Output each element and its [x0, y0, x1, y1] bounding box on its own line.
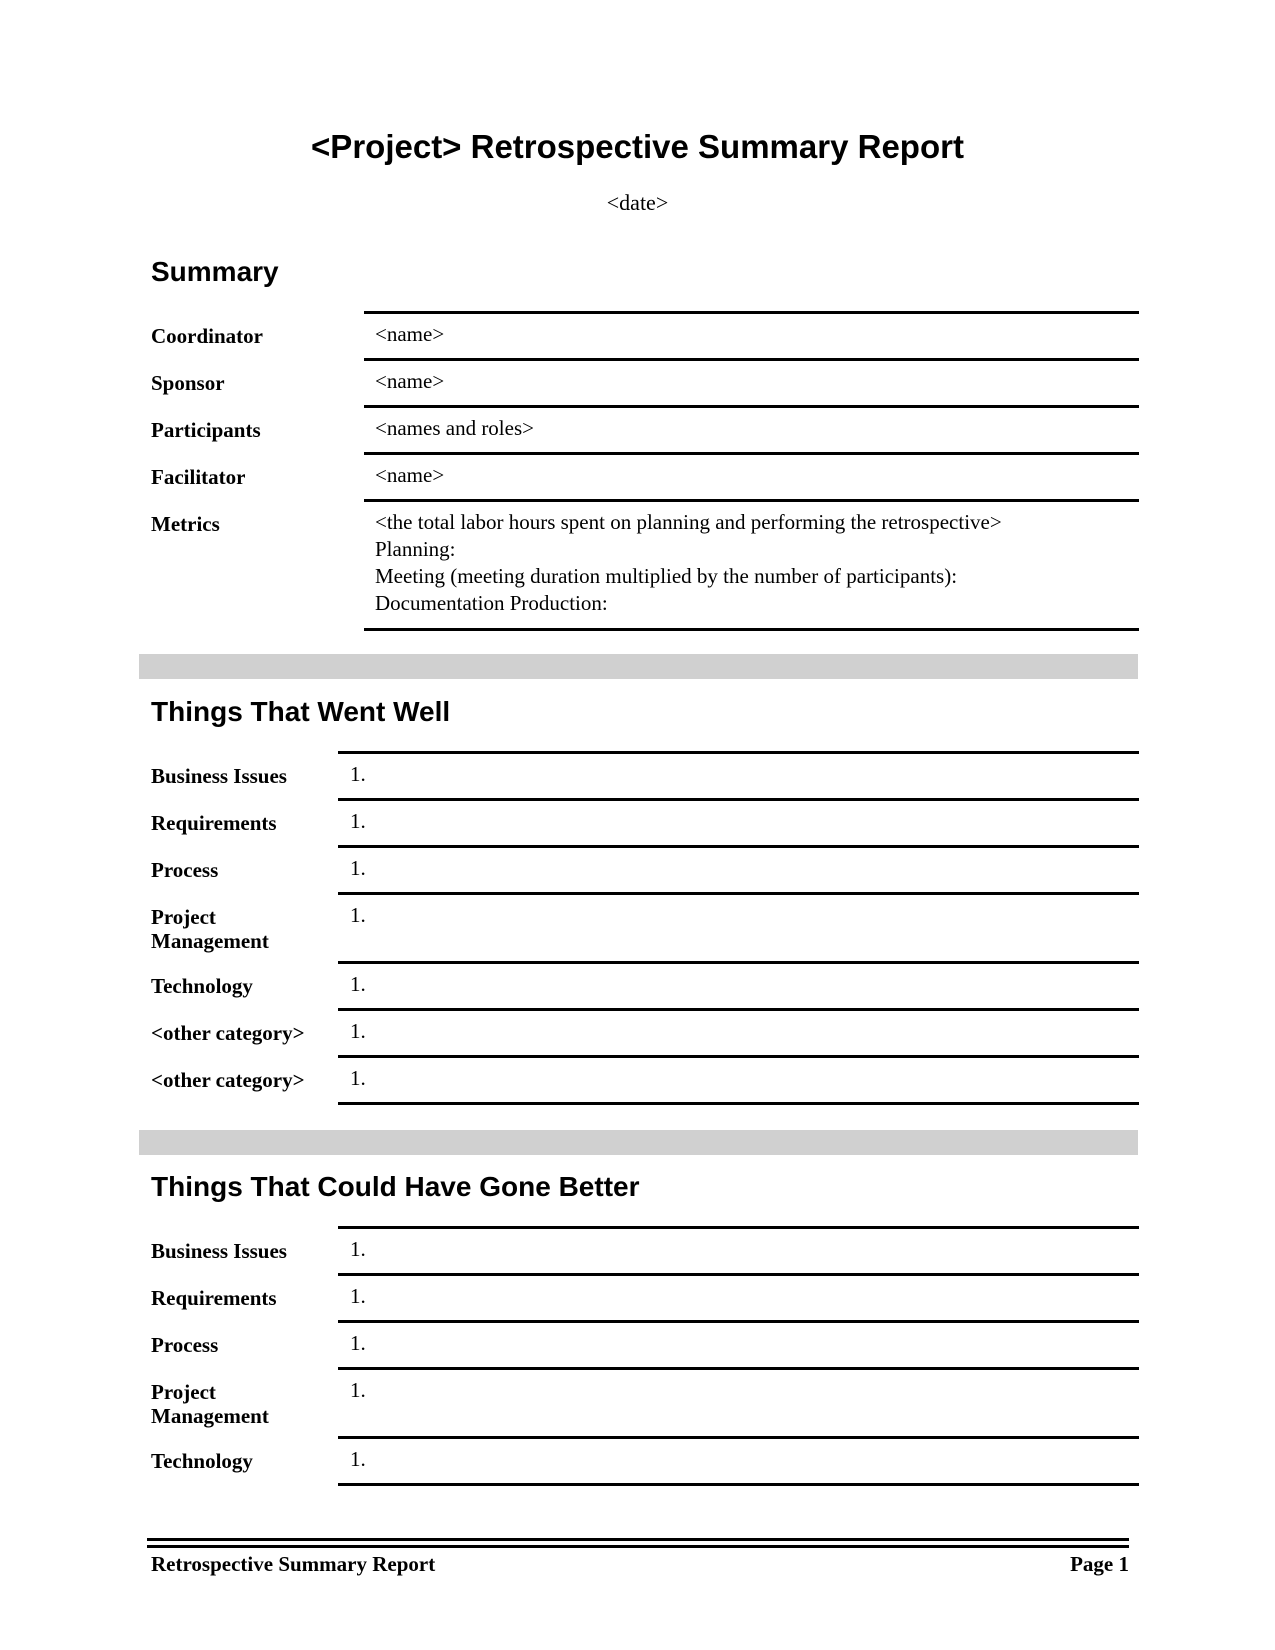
- summary-heading: Summary: [151, 256, 279, 287]
- summary-rule: [364, 311, 1139, 314]
- summary-label-participants: Participants: [151, 418, 261, 442]
- metrics-line-meeting: Meeting (meeting duration multiplied by the number of participants):: [375, 564, 958, 588]
- went-well-rule: [338, 1102, 1139, 1105]
- summary-value-coordinator: <name>: [375, 322, 445, 346]
- summary-rule: [364, 452, 1139, 455]
- could-be-better-value-business-issues: 1.: [350, 1237, 366, 1261]
- summary-rule: [364, 358, 1139, 361]
- summary-value-sponsor: <name>: [375, 369, 445, 393]
- summary-value-facilitator: <name>: [375, 463, 445, 487]
- label-line: Project: [151, 905, 216, 929]
- metrics-line-total-hours: <the total labor hours spent on planning and performing the retrospective>: [375, 510, 1002, 534]
- went-well-label-other-category: <other category>: [151, 1068, 305, 1092]
- could-be-better-label-process: Process: [151, 1333, 219, 1357]
- went-well-value-business-issues: 1.: [350, 762, 366, 786]
- summary-rule: [364, 499, 1139, 502]
- footer-page-number: Page 1: [1070, 1552, 1129, 1576]
- went-well-value-requirements: 1.: [350, 809, 366, 833]
- could-be-better-rule: [338, 1436, 1139, 1439]
- went-well-label-other-category: <other category>: [151, 1021, 305, 1045]
- footer-rule: [147, 1545, 1129, 1548]
- summary-value-participants: <names and roles>: [375, 416, 534, 440]
- went-well-label-process: Process: [151, 858, 219, 882]
- went-well-value-other-category: 1.: [350, 1019, 366, 1043]
- went-well-label-requirements: Requirements: [151, 811, 277, 835]
- could-be-better-heading: Things That Could Have Gone Better: [151, 1171, 640, 1202]
- could-be-better-value-process: 1.: [350, 1331, 366, 1355]
- could-be-better-value-requirements: 1.: [350, 1284, 366, 1308]
- went-well-rule: [338, 961, 1139, 964]
- went-well-value-process: 1.: [350, 856, 366, 880]
- went-well-value-technology: 1.: [350, 972, 366, 996]
- footer-rule: [147, 1538, 1129, 1541]
- could-be-better-rule: [338, 1320, 1139, 1323]
- summary-label-facilitator: Facilitator: [151, 465, 246, 489]
- summary-rule: [364, 405, 1139, 408]
- document-date: <date>: [606, 190, 669, 215]
- metrics-line-documentation: Documentation Production:: [375, 591, 608, 615]
- label-line: Project: [151, 1380, 216, 1404]
- went-well-rule: [338, 751, 1139, 754]
- could-be-better-rule: [338, 1483, 1139, 1486]
- summary-rule: [364, 628, 1139, 631]
- label-line: Management: [151, 1404, 269, 1428]
- could-be-better-label-requirements: Requirements: [151, 1286, 277, 1310]
- went-well-rule: [338, 798, 1139, 801]
- document-title: <Project> Retrospective Summary Report: [311, 128, 964, 165]
- went-well-heading: Things That Went Well: [151, 696, 451, 727]
- summary-label-metrics: Metrics: [151, 512, 220, 536]
- could-be-better-rule: [338, 1273, 1139, 1276]
- could-be-better-value-project-management: 1.: [350, 1378, 366, 1402]
- could-be-better-label-technology: Technology: [151, 1449, 253, 1473]
- went-well-rule: [338, 892, 1139, 895]
- went-well-label-business-issues: Business Issues: [151, 764, 287, 788]
- went-well-value-other-category: 1.: [350, 1066, 366, 1090]
- could-be-better-label-business-issues: Business Issues: [151, 1239, 287, 1263]
- went-well-rule: [338, 845, 1139, 848]
- metrics-line-planning: Planning:: [375, 537, 456, 561]
- section-divider-bar: [139, 1130, 1138, 1155]
- summary-label-sponsor: Sponsor: [151, 371, 225, 395]
- could-be-better-rule: [338, 1226, 1139, 1229]
- went-well-label-technology: Technology: [151, 974, 253, 998]
- could-be-better-value-technology: 1.: [350, 1447, 366, 1471]
- label-line: Management: [151, 929, 269, 953]
- summary-label-coordinator: Coordinator: [151, 324, 263, 348]
- went-well-value-project-management: 1.: [350, 903, 366, 927]
- could-be-better-label-project-management: [151, 1380, 269, 1428]
- could-be-better-rule: [338, 1367, 1139, 1370]
- went-well-rule: [338, 1008, 1139, 1011]
- went-well-label-project-management: [151, 905, 269, 953]
- footer-report-name: Retrospective Summary Report: [151, 1552, 436, 1576]
- section-divider-bar: [139, 654, 1138, 679]
- went-well-rule: [338, 1055, 1139, 1058]
